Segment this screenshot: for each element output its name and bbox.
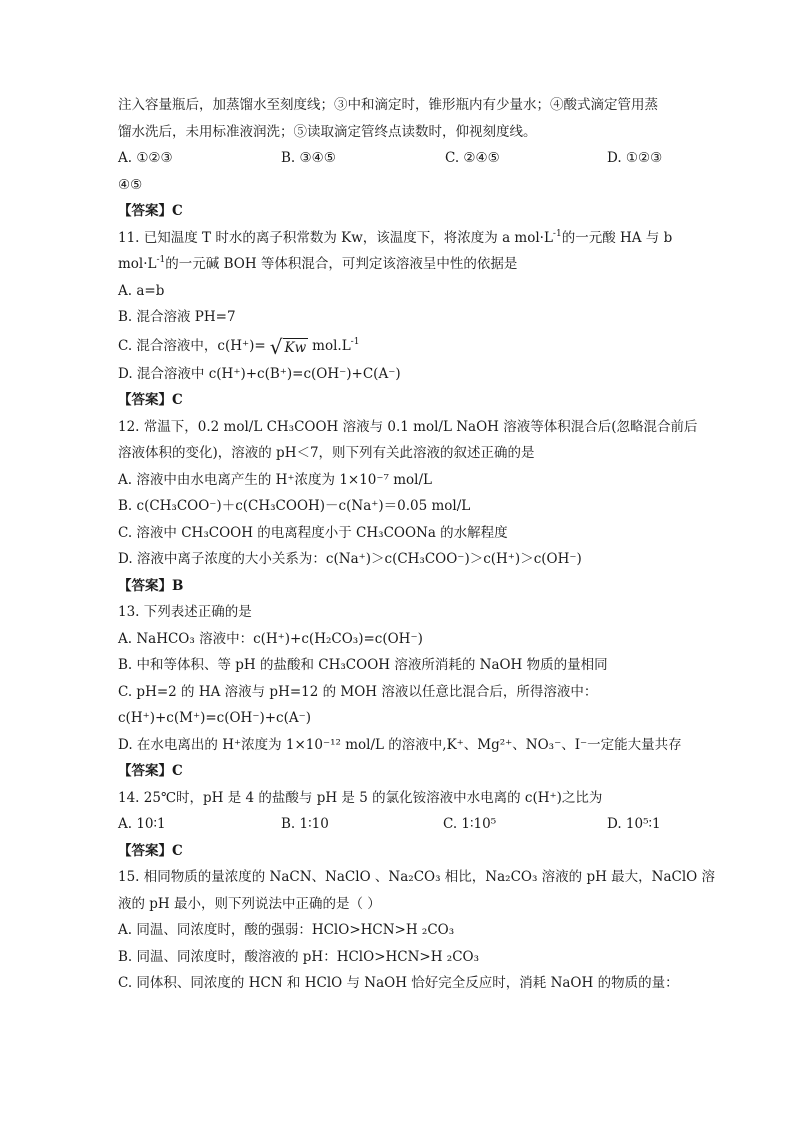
q11-stem-line-2: $mol\cdot L^{-1}$的一元碱 BOH 等体积混合，可判定该溶液呈中性的依据是 (118, 255, 518, 272)
q13-option-c-line-1: C. pH=2 的 HA 溶液与 pH=12 的 MOH 溶液以任意比混合后，所得溶液中： (118, 683, 598, 700)
q15-option-c: C. 同体积、同浓度的 HCN 和 HClO 与 NaOH 恰好完全反应时，消耗 NaOH 的物质的量： (118, 975, 679, 991)
q10-option-b: B. ③④⑤ (281, 150, 336, 166)
q13-stem: 13. 下列表述正确的是 (118, 604, 252, 620)
q10-text-line-2: 馏水洗后，未用标准液润洗；⑤读取滴定管终点读数时，仰视刻度线。 (118, 123, 537, 140)
q13-option-a: A. NaHCO₃ 溶液中：c(H⁺)+c(H₂CO₃)=c(OH⁻) (118, 630, 423, 647)
q11-option-b: B. 混合溶液 PH=7 (118, 309, 236, 325)
q12-stem-line-1: 12. 常温下，0.2 mol/L CH₃COOH 溶液与 0.1 mol/L NaOH 溶液等体积混合后(忽略混合前后 (118, 418, 698, 435)
q13-option-d: D. 在水电离出的 H⁺浓度为 1×10⁻¹² mol/L 的溶液中,K⁺、Mg²⁺、NO₃⁻、I⁻一定能大量共存 (118, 736, 682, 753)
q15-stem-line-2: 液的 pH 最小，则下列说法中正确的是（ ） (118, 895, 381, 912)
q15-option-a: A. 同温、同浓度时，酸的强弱：HClO>HCN>H ₂CO₃ (118, 922, 455, 938)
q15-stem-line-1: 15. 相同物质的量浓度的 NaCN、NaClO 、Na₂CO₃ 相比，Na₂CO₃ 溶液的 pH 最大，NaClO 溶 (118, 869, 716, 885)
q12-option-c: C. 溶液中 CH₃COOH 的电离程度小于 CH₃COONa 的水解程度 (118, 524, 508, 541)
q12-option-d: D. 溶液中离子浓度的大小关系为：c(Na⁺)＞c(CH₃COO⁻)＞c(H⁺)＞c(OH⁻) (118, 551, 582, 567)
q14-option-c: C. 1∶10⁵ (443, 816, 497, 832)
q10-option-d-wrap: ④⑤ (118, 176, 143, 193)
q10-options (118, 145, 678, 172)
q11-option-c: C. 混合溶液中，c(H⁺)= √ Kw $mol.L^{-1}$ (118, 334, 360, 359)
q15-option-b: B. 同温、同浓度时，酸溶液的 pH：HClO>HCN>H ₂CO₃ (118, 948, 480, 965)
q11-option-d: D. 混合溶液中 c(H⁺)+c(B⁺)=c(OH⁻)+C(A⁻) (118, 365, 401, 382)
q13-option-c-line-2: c(H⁺)+c(M⁺)=c(OH⁻)+c(A⁻) (118, 710, 312, 726)
document-page (118, 92, 716, 997)
q12-stem-line-2: 溶液体积的变化)，溶液的 pH＜7，则下列有关此溶液的叙述正确的是 (118, 445, 535, 461)
q14-option-d: D. 10⁵∶1 (607, 816, 661, 832)
q14-answer: 【答案】C (118, 842, 183, 859)
q13-answer: 【答案】C (118, 763, 183, 779)
q12-option-a: A. 溶液中由水电离产生的 H⁺浓度为 1×10⁻⁷ mol/L (118, 471, 432, 488)
q10-answer: 【答案】C (118, 203, 183, 219)
q10-text-line-1: 注入容量瓶后，加蒸馏水至刻度线；③中和滴定时，锥形瓶内有少量水；④酸式滴定管用蒸 (118, 97, 658, 113)
sqrt-symbol: √ Kw (269, 334, 307, 359)
q11-option-a: A. a=b (118, 282, 165, 299)
q10-option-d: D. ①②③ (607, 150, 663, 166)
q10-option-c: C. ②④⑤ (445, 150, 500, 166)
q14-stem: 14. 25℃时，pH 是 4 的盐酸与 pH 是 5 的氯化铵溶液中水电离的 c(H⁺)之比为 (118, 789, 603, 806)
q14-option-a: A. 10∶1 (118, 816, 166, 832)
q10-option-a: A. ①②③ (118, 150, 173, 166)
q13-option-b: B. 中和等体积、等 pH 的盐酸和 CH₃COOH 溶液所消耗的 NaOH 物质的量相同 (118, 657, 608, 673)
q12-answer: 【答案】B (118, 577, 184, 594)
q12-option-b: B. c(CH₃COO⁻)＋c(CH₃COOH)－c(Na⁺)＝0.05 mol/L (118, 498, 471, 514)
q11-answer: 【答案】C (118, 392, 183, 408)
q11-stem-line-1: 11. 已知温度 T 时水的离子积常数为 Kw，该温度下，将浓度为 a $mol\cdot L^{-1}$的一元酸 HA 与 b (118, 228, 673, 246)
q14-option-b: B. 1∶10 (281, 816, 329, 832)
q14-options (118, 811, 678, 838)
